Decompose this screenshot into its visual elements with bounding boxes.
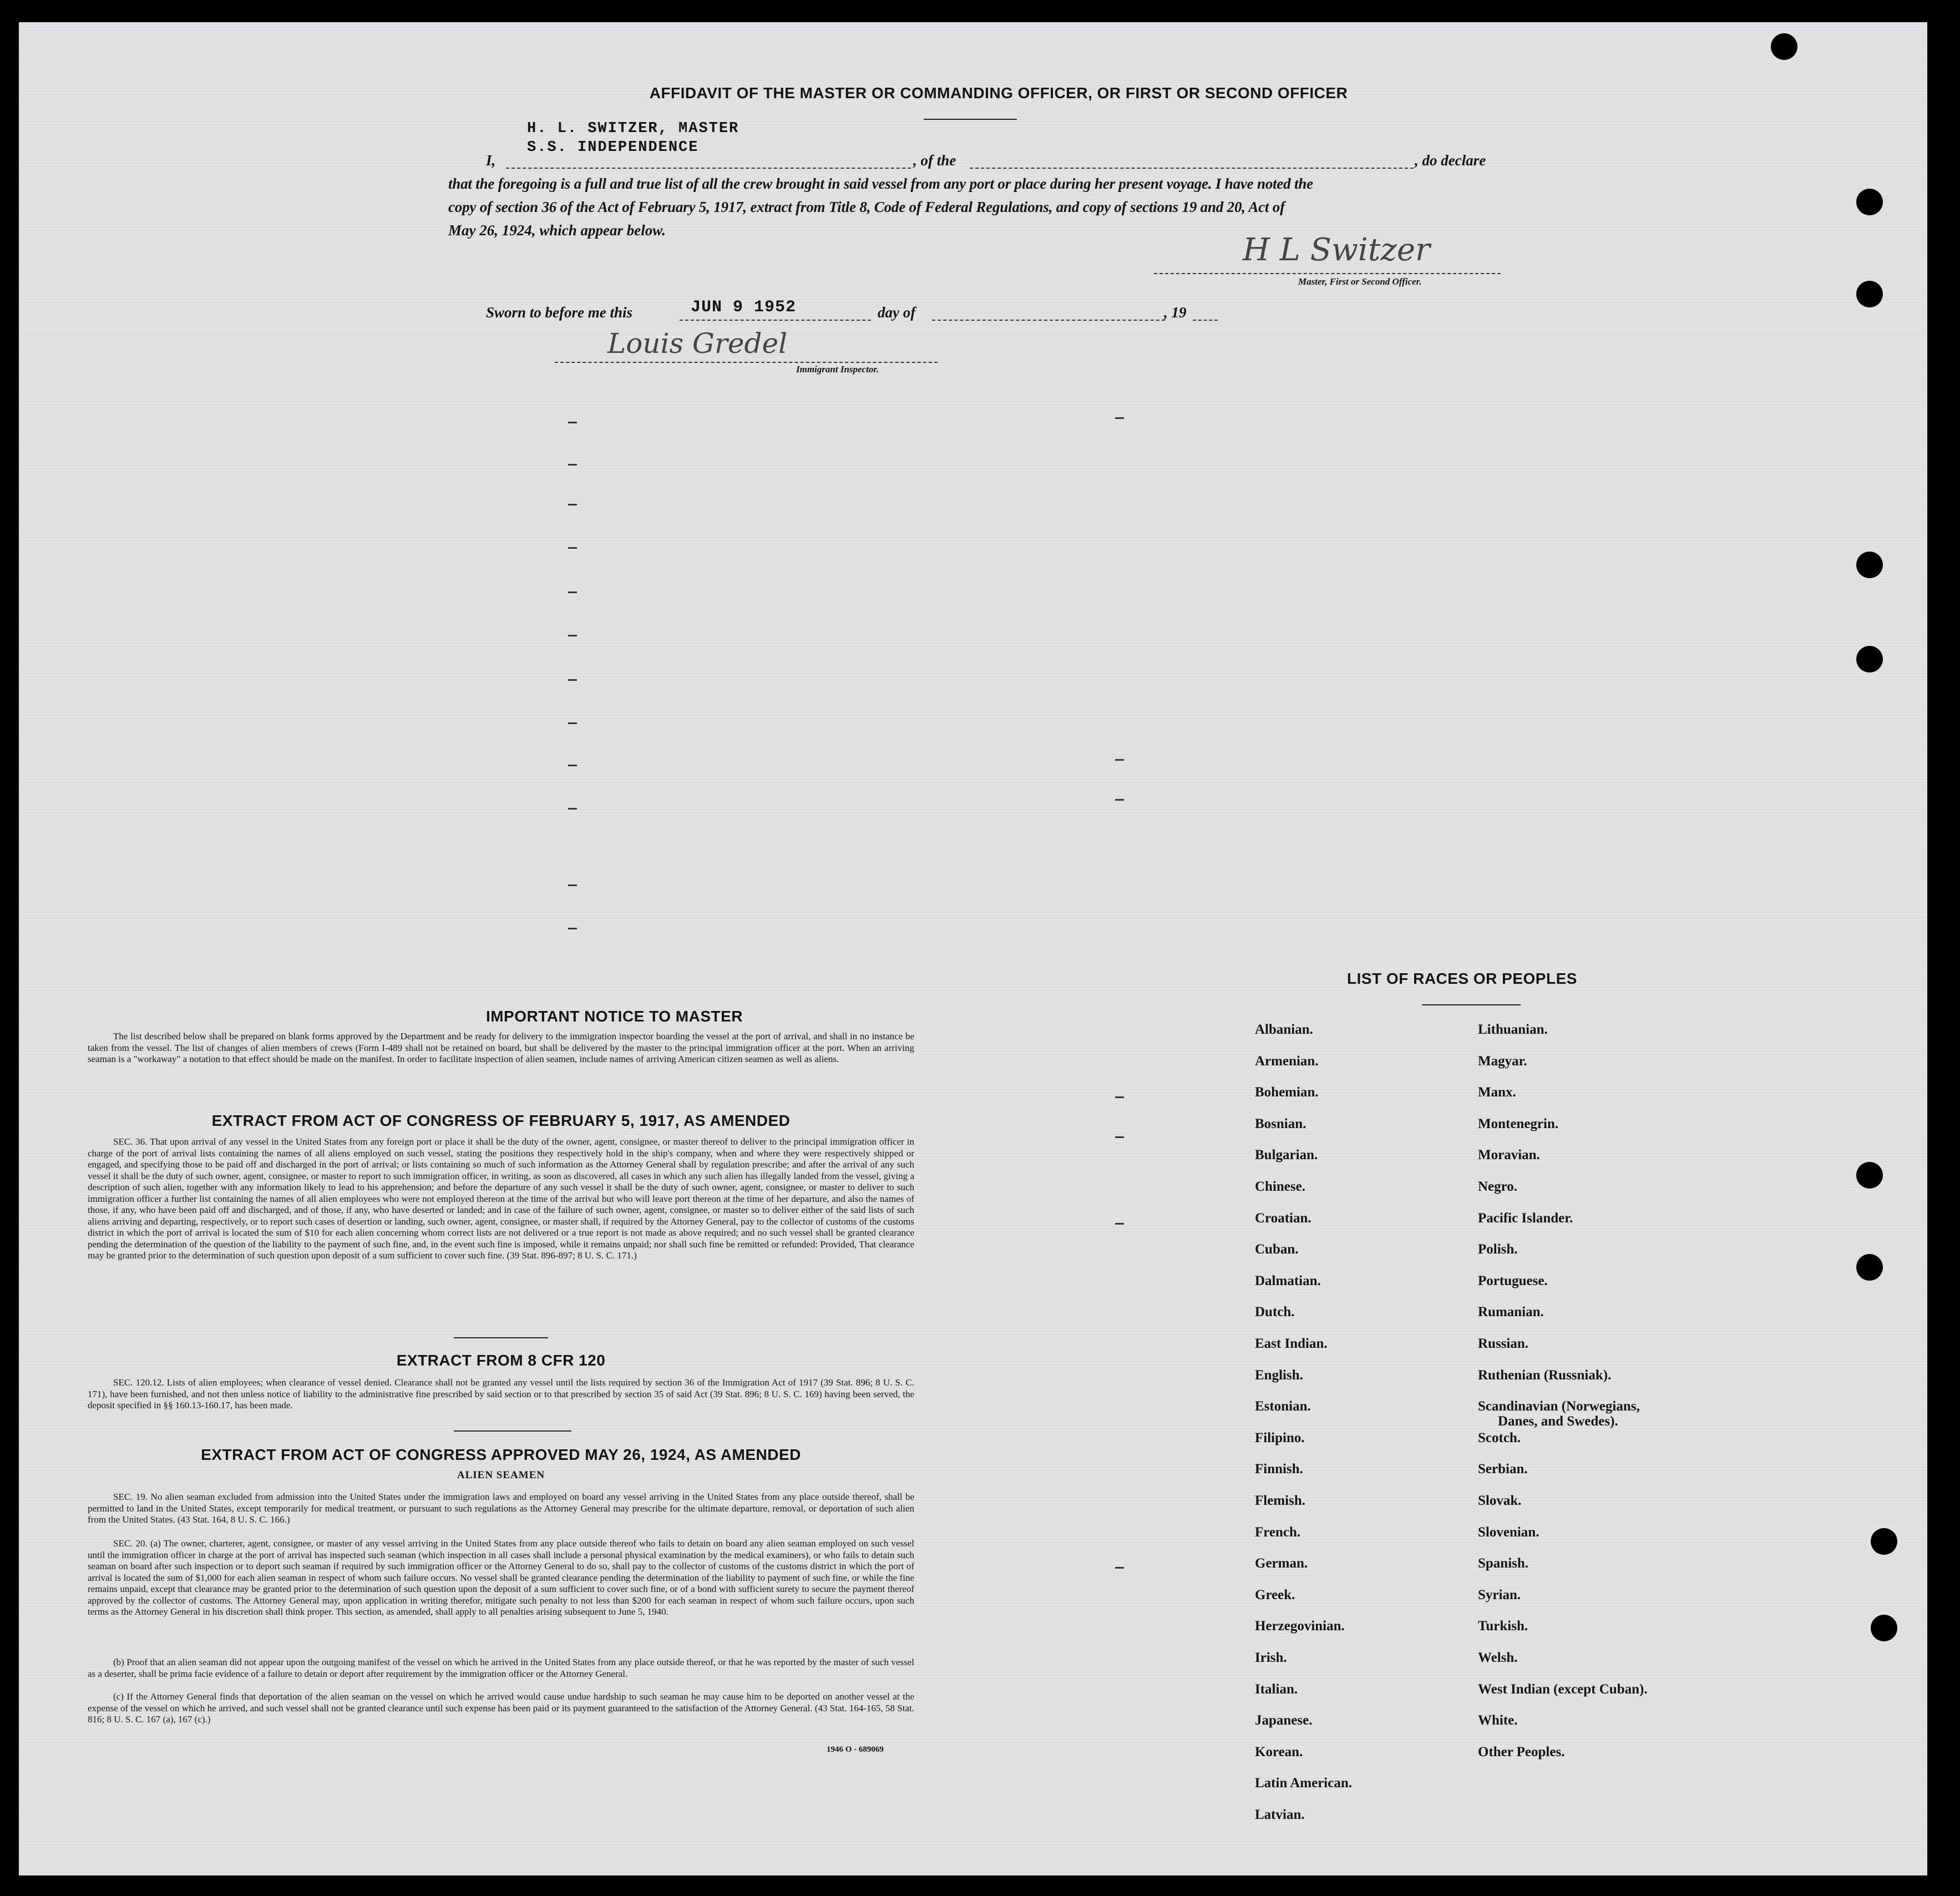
year-label: , 19 <box>1164 304 1187 321</box>
section-rule <box>454 1430 571 1432</box>
race-item: Portuguese. <box>1478 1273 1548 1288</box>
extract-cfr-body: SEC. 120.12. Lists of alien employees; when clearance of vessel denied. Clearance shall not be granted any vessel until the lists required by section 36 of the Immigration Act of 1917 (39 Stat. 896; 8 U. S. C. 171), have been furnished, and not then unless notice of liability to the administrative fine prescribed by said section or to that prescribed by section 35 of said Act (39 Stat. 896; 8 U. S. C. 169) having been served, the deposit specified in §§ 160.13-160.17, has been made. <box>88 1377 914 1410</box>
race-item: Armenian. <box>1255 1053 1319 1069</box>
race-item: Latvian. <box>1255 1807 1305 1822</box>
month-blank <box>932 320 1165 321</box>
do-declare-label: , do declare <box>1415 152 1486 169</box>
stray-mark <box>1115 1567 1124 1569</box>
affidavit-body-line1: that the foregoing is a full and true list of all the crew brought in said vessel from any port or place during her present voyage. I have noted the <box>448 175 1313 192</box>
race-item: Slovenian. <box>1478 1524 1539 1540</box>
race-item: Chinese. <box>1255 1179 1305 1194</box>
race-item: Turkish. <box>1478 1619 1528 1634</box>
stray-mark <box>568 504 577 505</box>
sec20b-body: (b) Proof that an alien seaman did not appear upon the outgoing manifest of the vessel on which he arrived in the United States from any place outside thereof, or that he was reported by the master of such vessel as a deserter, shall be prima facie evidence of a failure to detain or deport after requirement by the immigration officer or the Attorney General. <box>88 1657 914 1679</box>
punch-hole <box>1871 1528 1897 1555</box>
stray-mark <box>1115 1096 1124 1098</box>
race-item: Danes, and Swedes). <box>1498 1414 1618 1429</box>
stray-mark <box>568 422 577 423</box>
inspector-caption: Immigrant Inspector. <box>796 364 879 375</box>
sworn-date-stamp: JUN 9 1952 <box>691 298 797 317</box>
stray-mark <box>568 547 577 549</box>
race-item: Montenegrin. <box>1478 1116 1559 1131</box>
master-signature-line <box>1154 273 1501 274</box>
punch-hole <box>1771 33 1797 60</box>
sworn-date-blank <box>680 320 871 321</box>
race-item: Pacific Islander. <box>1478 1210 1573 1226</box>
race-item: Albanian. <box>1255 1022 1313 1037</box>
alien-seamen-subtitle: ALIEN SEAMEN <box>457 1469 545 1481</box>
affidavit-body-line2: copy of section 36 of the Act of February 5, 1917, extract from Title 8, Code of Federal Regulations, and copy of sections 19 and 20, Act of <box>448 199 1285 215</box>
race-item: German. <box>1255 1556 1308 1571</box>
extract-cfr-title: EXTRACT FROM 8 CFR 120 <box>396 1352 606 1369</box>
race-item: Korean. <box>1255 1744 1303 1760</box>
race-item: Ruthenian (Russniak). <box>1478 1367 1612 1383</box>
stray-mark <box>568 722 577 724</box>
race-item: Finnish. <box>1255 1462 1303 1477</box>
race-item: West Indian (except Cuban). <box>1478 1681 1648 1697</box>
race-item: Magyar. <box>1478 1053 1527 1069</box>
race-item: Greek. <box>1255 1587 1295 1602</box>
extract-1917-body: SEC. 36. That upon arrival of any vessel in the United States from any foreign port or place it shall be the duty of the owner, agent, consignee, or master thereof to deliver to the principal immigration officer in charge of the port of arrival lists containing the names of all aliens employed on such vessel, stating the positions they respectively hold in the ship's company, when and where they were respectively shipped or engaged, and specifying those to be paid off and discharged in the port of arrival; or lists containing so much of such information as the Attorney General shall by regulation prescribe; and after the arrival of any such vessel it shall be the duty of such owner, agent, consignee, or master to report to such immigration officer, in writing, as soon as discovered, all cases in which any such alien has illegally landed from the vessel, giving a description of such alien, together with any information likely to lead to his apprehension; and before the departure of any such vessel it shall be the duty of such owner, agent, consignee, or master to deliver to such immigration officer a further list containing the names of all alien employees who were not employed thereon at the time of the arrival but who will leave port thereon at the time of her departure, and also the names of those, if any, who have been paid off and discharged, and of those, if any, who have deserted or landed; and in case of the failure of such owner, agent, consignee, or master so to deliver either of the said lists of such aliens arriving and departing, respectively, or to report such cases of desertion or landing, such owner, agent, consignee, or master shall, if required by the Attorney General, pay to the collector of customs of the customs district in which the port of arrival is located the sum of $10 for each alien concerning whom correct lists are not delivered or a true report is not made as above required; and no such vessel shall be granted clearance pending the determination of the question of the liability to the payment of such fine, and, in the event such fine is imposed, while it remains unpaid; nor shall such fine be remitted or refunded: Provided, That clearance may be granted prior to the determination of such question upon deposit of a sum sufficient to cover such fine. (39 Stat. 896-897; 8 U. S. C. 171.) <box>88 1136 914 1261</box>
race-item: Bulgarian. <box>1255 1147 1318 1163</box>
punch-hole <box>1856 1162 1883 1189</box>
stray-mark <box>568 464 577 466</box>
race-item: Dutch. <box>1255 1305 1295 1320</box>
punch-hole <box>1856 1254 1883 1281</box>
stray-mark <box>1115 759 1124 761</box>
race-item: Serbian. <box>1478 1462 1528 1477</box>
typed-master-name: H. L. SWITZER, MASTER <box>527 120 740 137</box>
punch-hole <box>1856 281 1883 307</box>
race-item: White. <box>1478 1713 1518 1728</box>
race-item: French. <box>1255 1524 1301 1540</box>
races-title: LIST OF RACES OR PEOPLES <box>1347 970 1577 987</box>
sec20a-body: SEC. 20. (a) The owner, charterer, agent, consignee, or master of any vessel arriving in the United States from any place outside thereof who fails to detain on board any alien seaman employed on such vessel until the immigration officer in charge at the port of arrival has inspected such seaman (which inspection in all cases shall include a personal physical examination by the medical examiners), or who fails to detain such seaman on board after such inspection or to deport such seaman if required by such immigration officer or the Attorney General to do so, shall pay to the collector of customs of the customs district in which the port of arrival is located the sum of $1,000 for each alien seaman in respect of whom such failure occurs. No vessel shall be granted clearance pending the determination of the liability to payment of such fine, or while the fine remains unpaid, except that clearance may be granted prior to the determination of such question upon the deposit of a sum sufficient to cover such fine, or of a bond with sufficient surety to secure the payment thereof approved by the collector of customs. The Attorney General may, upon application in writing therefor, mitigate such penalty to not less than $200 for each seaman in respect of whom such failure occurs, upon such terms as the Attorney General in his discretion shall think proper. This section, as amended, shall apply to all penalties arising subsequent to June 5, 1940. <box>88 1538 914 1617</box>
i-label: I, <box>486 152 496 169</box>
punch-hole <box>1856 646 1883 673</box>
race-item: Welsh. <box>1478 1650 1518 1665</box>
race-item: Croatian. <box>1255 1210 1311 1226</box>
race-item: Scotch. <box>1478 1430 1521 1445</box>
vessel-blank <box>970 168 1414 169</box>
punch-hole <box>1856 552 1883 578</box>
affidavit-title: AFFIDAVIT OF THE MASTER OR COMMANDING OFFICER, OR FIRST OR SECOND OFFICER <box>649 84 1348 102</box>
master-signature: H L Switzer <box>1243 232 1430 268</box>
punch-hole <box>1871 1615 1897 1641</box>
race-item: Syrian. <box>1478 1587 1521 1602</box>
stray-mark <box>1115 1136 1124 1138</box>
race-item: East Indian. <box>1255 1336 1328 1351</box>
of-the-label: , of the <box>913 152 956 169</box>
sworn-label: Sworn to before me this <box>486 304 633 321</box>
sec20c-body: (c) If the Attorney General finds that deportation of the alien seaman on the vessel on which he arrived would cause undue hardship to such seaman he may cause him to be deported on another vessel at the expense of the vessel on which he arrived, and such vessel shall not be granted clearance until such expense has been paid or its payment guaranteed to the satisfaction of the Attorney General. (43 Stat. 164-165, 58 Stat. 816; 8 U. S. C. 167 (a), 167 (c).) <box>88 1691 914 1725</box>
stray-mark <box>1115 417 1124 419</box>
stray-mark <box>568 884 577 886</box>
stray-mark <box>1115 799 1124 801</box>
affidavit-body-line3: May 26, 1924, which appear below. <box>448 222 666 239</box>
race-item: Rumanian. <box>1478 1305 1544 1320</box>
race-item: Filipino. <box>1255 1430 1305 1445</box>
punch-hole <box>1856 189 1883 215</box>
race-item: Other Peoples. <box>1478 1744 1565 1760</box>
notice-title: IMPORTANT NOTICE TO MASTER <box>485 1008 743 1025</box>
race-item: Slovak. <box>1478 1493 1522 1508</box>
notice-body: The list described below shall be prepared on blank forms approved by the Department and be ready for delivery to the immigration inspector boarding the vessel at the port of arrival, and shall in no instance be taken from the vessel. The list of changes of alien members of crews (Form I-489 shall not be retained on board, but shall be delivered by the master to the principal immigration officer at the port. When an arriving seaman is a "workaway" a notation to that effect should be made on the manifest. In order to facilitate inspection of alien seamen, include names of arriving American citizen seamen as well as aliens. <box>88 1031 914 1064</box>
race-item: Italian. <box>1255 1681 1298 1697</box>
stray-mark <box>1115 1223 1124 1225</box>
stray-mark <box>568 591 577 593</box>
race-item: Spanish. <box>1478 1556 1529 1571</box>
day-of-label: day of <box>878 304 916 321</box>
race-item: Herzegovinian. <box>1255 1619 1345 1634</box>
race-item: Estonian. <box>1255 1399 1311 1414</box>
master-caption: Master, First or Second Officer. <box>1298 276 1422 287</box>
race-item: English. <box>1255 1367 1303 1383</box>
print-code: 1946 O - 689069 <box>827 1745 884 1754</box>
section-rule <box>454 1337 548 1338</box>
race-item: Latin American. <box>1255 1776 1352 1791</box>
race-item: Irish. <box>1255 1650 1287 1665</box>
typed-vessel-name: S.S. INDEPENDENCE <box>527 139 699 156</box>
race-item: Manx. <box>1478 1085 1516 1100</box>
inspector-signature: Louis Gredel <box>607 327 788 360</box>
stray-mark <box>568 928 577 929</box>
race-item: Moravian. <box>1478 1147 1540 1163</box>
stray-mark <box>568 765 577 766</box>
sec19-body: SEC. 19. No alien seaman excluded from admission into the United States under the immigration laws and employed on board any vessel arriving in the United States from any place outside thereof, shall be permitted to land in the United States, except temporarily for medical treatment, or pursuant to such regulations as the Attorney General may prescribe for the ultimate departure, removal, or deportation of such alien from the United States. (43 Stat. 164, 8 U. S. C. 166.) <box>88 1491 914 1525</box>
race-item: Bohemian. <box>1255 1085 1319 1100</box>
race-item: Negro. <box>1478 1179 1518 1194</box>
races-title-rule <box>1422 1004 1521 1005</box>
stray-mark <box>568 679 577 681</box>
stray-mark <box>568 808 577 810</box>
race-item: Cuban. <box>1255 1242 1299 1257</box>
race-item: Bosnian. <box>1255 1116 1306 1131</box>
title-rule <box>924 119 1017 120</box>
race-item: Flemish. <box>1255 1493 1305 1508</box>
extract-1924-title: EXTRACT FROM ACT OF CONGRESS APPROVED MAY 26, 1924, AS AMENDED <box>201 1446 801 1463</box>
name-blank <box>506 168 911 169</box>
race-item: Japanese. <box>1255 1713 1313 1728</box>
stray-mark <box>568 635 577 636</box>
extract-1917-title: EXTRACT FROM ACT OF CONGRESS OF FEBRUARY 5, 1917, AS AMENDED <box>211 1112 791 1129</box>
race-item: Scandinavian (Norwegians, <box>1478 1399 1640 1414</box>
year-blank <box>1193 320 1218 321</box>
race-item: Lithuanian. <box>1478 1022 1548 1037</box>
race-item: Polish. <box>1478 1242 1518 1257</box>
inspector-signature-line <box>555 362 938 363</box>
race-item: Russian. <box>1478 1336 1529 1351</box>
race-item: Dalmatian. <box>1255 1273 1321 1288</box>
